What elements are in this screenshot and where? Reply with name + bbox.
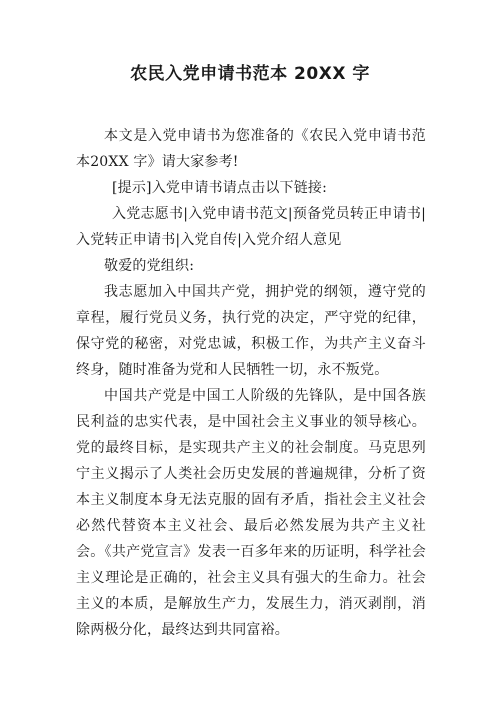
salutation: 敬爱的党组织: bbox=[104, 258, 195, 274]
pledge-paragraph: 我志愿加入中国共产党，拥护党的纲领，遵守党的章程，履行党员义务，执行党的决定，严守党的纪律，保守党的秘密，对党忠诚，积极工作，为共产主义奋斗终身，随时准备为党和人民牺牲一切，永不叛党。 bbox=[76, 284, 426, 378]
document-body bbox=[76, 123, 426, 643]
intro-paragraph: 本文是入党申请书为您准备的《农民入党申请书范本20XX 字》请大家参考! bbox=[76, 128, 426, 170]
tip-paragraph: [提示]入党申请书请点击以下链接: bbox=[112, 180, 328, 196]
party-description-paragraph: 中国共产党是中国工人阶级的先锋队，是中国各族民利益的忠实代表，是中国社会主义事业的领导核心。党的最终目标，是实现共产主义的社会制度。马克思列宁主义揭示了人类社会历史发展的普遍规律，分析了资本主义制度本身无法克服的固有矛盾，指社会主义社会必然代替资本主义社会、最后必然发展为共产主义社会。《共产党宣言》发表一百多年来的历证明，科学社会主义理论是正确的，社会主义具有强大的生命力。社会主义的本质，是解放生产力，发展生力，消灭剥削，消除两极分化，最终达到共同富裕。 bbox=[76, 388, 426, 638]
related-links-paragraph: 入党志愿书|入党申请书范文|预备党员转正申请书|入党转正申请书|入党自传|入党介绍人意见 bbox=[76, 206, 426, 248]
document-title: 农民入党申请书范本 20XX 字 bbox=[130, 64, 370, 84]
